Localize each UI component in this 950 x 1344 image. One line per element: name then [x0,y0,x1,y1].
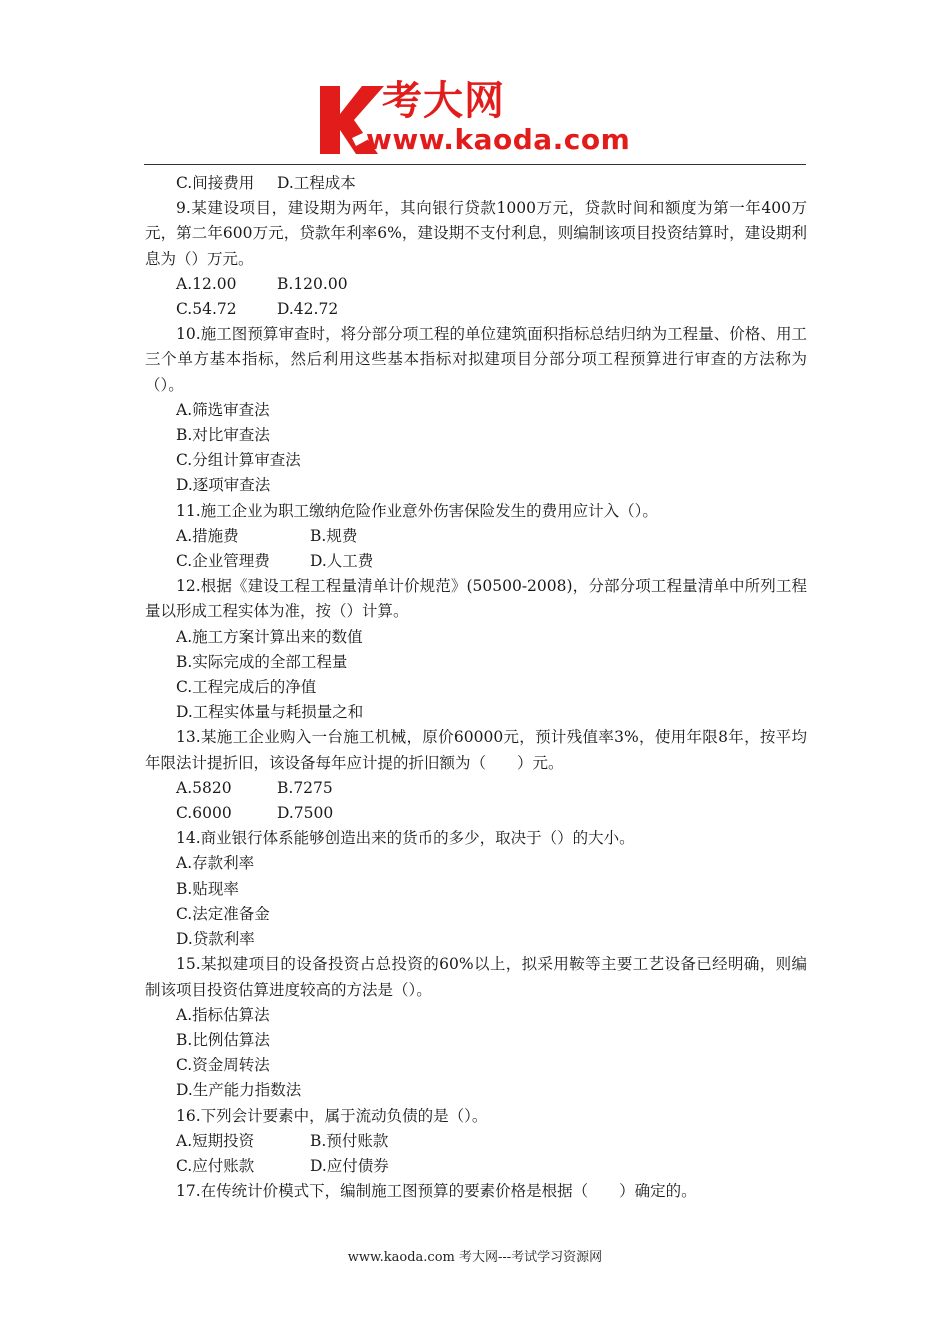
document-body [145,171,807,1204]
option: C.54.72 [176,300,237,319]
option: C.6000 [176,804,232,823]
option: A.筛选审查法 [176,400,270,419]
option: C.分组计算审查法 [176,451,301,470]
question-10: 10.施工图预算审查时，将分部分项工程的单位建筑面积指标总结归纳为工程量、价格、用工三个单方基本指标，然后利用这些基本指标对拟建项目分部分项工程预算进行审查的方法称为（）。 [145,325,807,394]
question-12: 12.根据《建设工程工程量清单计价规范》(50500-2008)，分部分项工程量清单中所列工程量以形成工程实体为准，按（）计算。 [145,577,807,621]
option: C.法定准备金 [176,904,270,923]
option-row [145,272,807,297]
option: C.企业管理费 [176,552,270,571]
question-11: 11.施工企业为职工缴纳危险作业意外伤害保险发生的费用应计入（）。 [176,501,658,520]
option: C.资金周转法 [176,1056,270,1075]
question-13: 13.某施工企业购入一台施工机械，原价60000元，预计残值率3%，使用年限8年，按平均年限法计提折旧，该设备每年应计提的折旧额为（ ）元。 [145,728,807,772]
logo-url: www.kaoda.com [366,123,631,156]
option: A.措施费 [176,526,239,545]
option: A.施工方案计算出来的数值 [176,627,363,646]
option: A.指标估算法 [176,1005,270,1024]
header-divider [144,164,806,165]
question-16: 16.下列会计要素中，属于流动负债的是（）。 [176,1106,488,1125]
option: D.贷款利率 [176,930,255,949]
option-row [145,1154,807,1179]
option: A.短期投资 [176,1131,255,1150]
option: B.120.00 [277,274,348,293]
option-row [145,1129,807,1154]
option-row [145,171,807,196]
option: D.7500 [277,804,334,823]
option: A.存款利率 [176,854,255,873]
page-footer[interactable]: www.kaoda.com 考大网---考试学习资源网 [347,1250,603,1265]
option: B.比例估算法 [176,1030,270,1049]
option: D.逐项审查法 [176,476,271,495]
option: B.规费 [310,526,358,545]
logo-title: 考大网 [382,78,505,124]
question-14: 14.商业银行体系能够创造出来的货币的多少，取决于（）的大小。 [176,829,635,848]
option-row [145,801,807,826]
option-row [145,524,807,549]
question-17: 17.在传统计价模式下，编制施工图预算的要素价格是根据（ ）确定的。 [176,1182,697,1201]
option: B.实际完成的全部工程量 [176,652,348,671]
option: B.7275 [277,778,333,797]
option: B.对比审查法 [176,426,270,445]
option: D.42.72 [277,300,339,319]
option: D.人工费 [310,552,374,571]
option: B.预付账款 [310,1131,389,1150]
site-logo[interactable] [318,80,640,160]
option: C.工程完成后的净值 [176,678,317,697]
option: A.12.00 [176,274,237,293]
option-row [145,549,807,574]
option: B.贴现率 [176,879,239,898]
question-9: 9.某建设项目，建设期为两年，其向银行贷款1000万元，贷款时间和额度为第一年400万元，第二年600万元，贷款年利率6%，建设期不支付利息，则编制该项目投资结算时，建设期利息为（）万元。 [145,199,807,268]
option: A.5820 [176,778,232,797]
option: D.生产能力指数法 [176,1081,302,1100]
option-row [145,776,807,801]
option-row [145,297,807,322]
question-15: 15.某拟建项目的设备投资占总投资的60%以上，拟采用鞍等主要工艺设备已经明确，则编制该项目投资估算进度较高的方法是（）。 [145,955,807,999]
option: C.间接费用 [176,174,255,192]
option: D.工程成本 [277,174,356,192]
option: D.工程实体量与耗损量之和 [176,703,364,722]
option: C.应付账款 [176,1156,255,1175]
option: D.应付债券 [310,1156,389,1175]
